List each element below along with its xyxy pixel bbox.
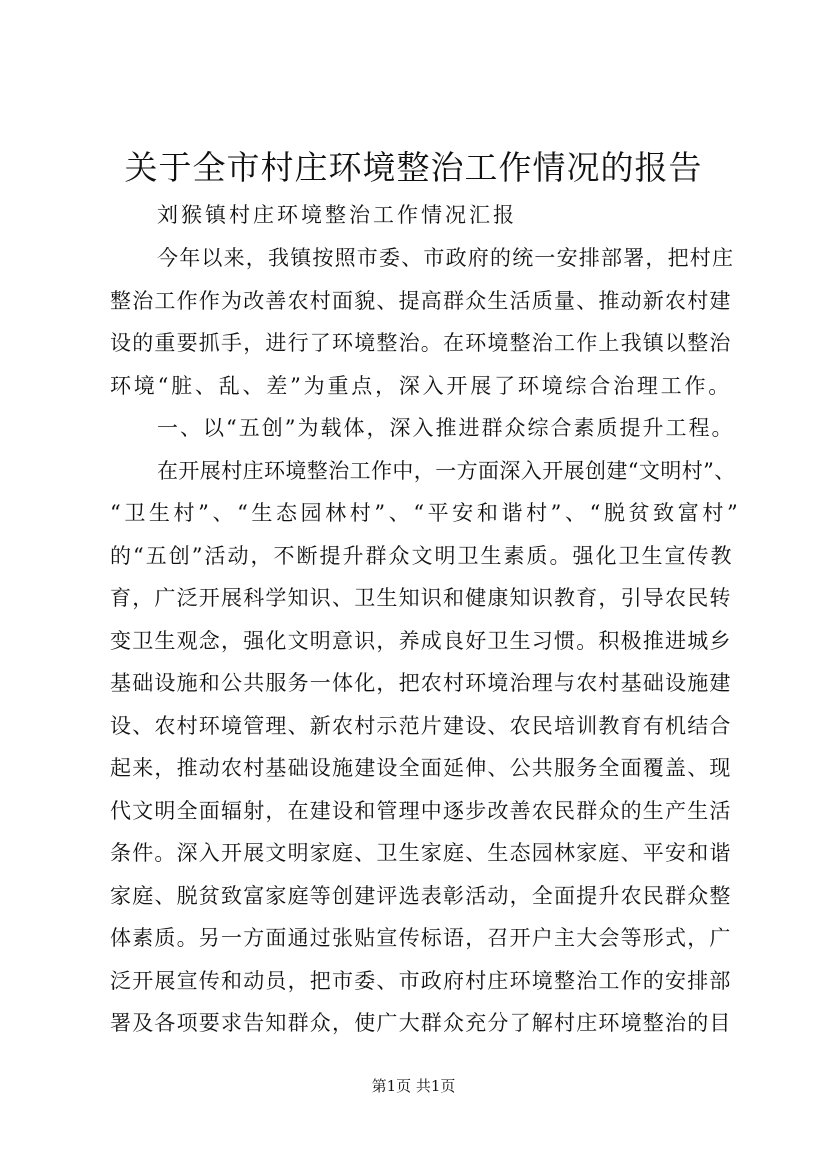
body-line: 设、农村环境管理、新农村示范片建设、农民培训教育有机结合 [110,713,732,738]
body-line: 署及各项要求告知群众，使广大群众充分了解村庄环境整治的目 [110,1011,732,1035]
body-line: 起来，推动农村基础设施建设全面延伸、公共服务全面覆盖、现 [110,756,732,780]
body-line: 在开展村庄环境整治工作中，一方面深入开展创建“文明村”、 [157,458,736,483]
body-line: 泛开展宣传和动员，把市委、市政府村庄环境整治工作的安排部 [110,968,732,993]
body-line: 的“五创”活动，不断提升群众文明卫生素质。强化卫生宣传教 [110,543,734,568]
body-line: 设的重要抓手，进行了环境整治。在环境整治工作上我镇以整治 [110,331,732,355]
body-line: 变卫生观念，强化文明意识，养成良好卫生习惯。积极推进城乡 [110,628,732,653]
body-line: 体素质。另一方面通过张贴宣传标语，召开户主大会等形式，广 [110,926,732,950]
body-line: 环境“脏、乱、差”为重点，深入开展了环境综合治理工作。 [110,373,733,398]
body-line: 育，广泛开展科学知识、卫生知识和健康知识教育，引导农民转 [110,586,732,610]
body-line: 条件。深入开展文明家庭、卫生家庭、生态园林家庭、平安和谐 [110,841,732,865]
body-line: 基础设施和公共服务一体化，把农村环境治理与农村基础设施建 [110,671,732,695]
page-footer: 第1页 共1页 [371,1077,456,1095]
document-subtitle: 刘猴镇村庄环境整治工作情况汇报 [157,203,517,227]
section-heading: 一、以“五创”为载体，深入推进群众综合素质提升工程。 [157,416,735,440]
body-line: 家庭、脱贫致富家庭等创建评选表彰活动，全面提升农民群众整 [110,883,732,908]
body-line: 代文明全面辐射，在建设和管理中逐步改善农民群众的生产生活 [110,798,732,823]
body-line: “卫生村”、“生态园林村”、“平安和谐村”、“脱贫致富村” [110,501,742,525]
body-line: 整治工作作为改善农村面貌、提高群众生活质量、推动新农村建 [110,288,732,313]
document-title: 关于全市村庄环境整治工作情况的报告 [124,148,703,187]
document-body [110,237,740,1045]
body-line: 今年以来，我镇按照市委、市政府的统一安排部署，把村庄 [157,246,735,270]
